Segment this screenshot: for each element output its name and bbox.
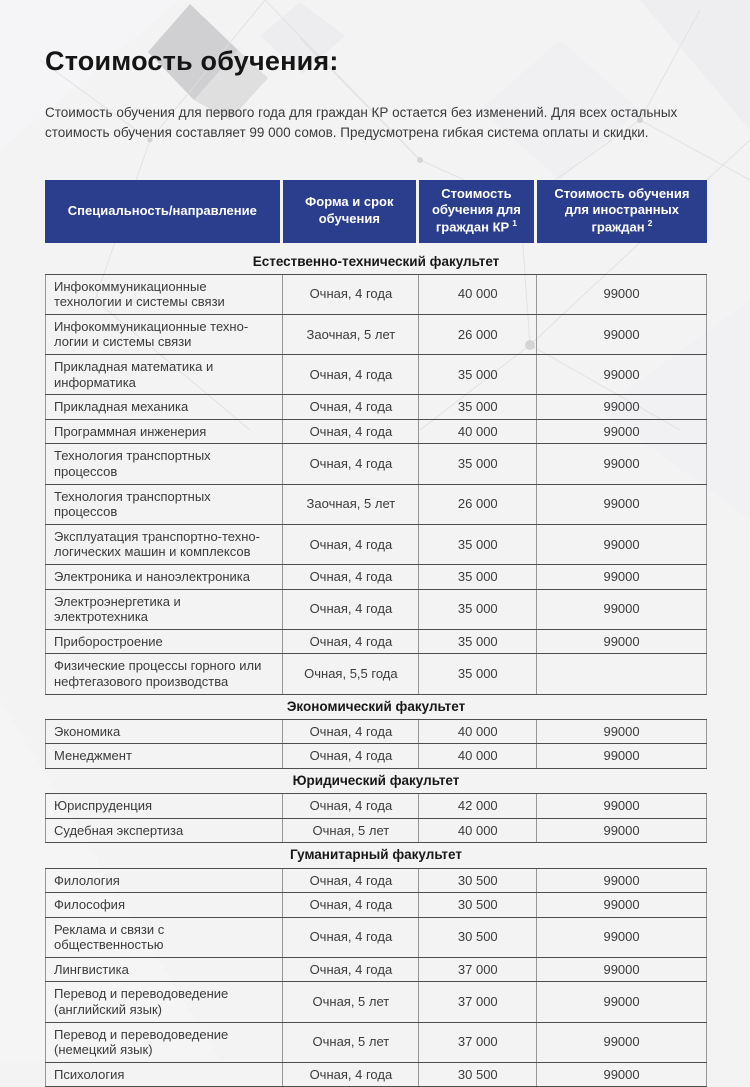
cell-price-foreign: 99000	[537, 917, 707, 957]
cell-price-foreign: 99000	[537, 794, 707, 819]
col-header-form-label: Форма и срок обучения	[291, 194, 408, 228]
cell-price-kr: 26 000	[419, 484, 537, 524]
cell-price-kr: 30 500	[419, 917, 537, 957]
table-row	[46, 893, 707, 918]
cell-price-foreign: 99000	[537, 314, 707, 354]
cell-form: Очная, 5 лет	[283, 982, 419, 1022]
cell-price-kr: 37 000	[419, 1022, 537, 1062]
cell-price-foreign: 99000	[537, 629, 707, 654]
cell-form: Заочная, 5 лет	[283, 484, 419, 524]
cell-form: Очная, 4 года	[283, 868, 419, 893]
cell-form: Очная, 4 года	[283, 629, 419, 654]
cell-form: Очная, 4 года	[283, 1062, 419, 1087]
cell-specialty: Прикладная механика	[46, 395, 283, 420]
section-title: Экономический факультет	[46, 694, 707, 719]
cell-price-foreign: 99000	[537, 444, 707, 484]
table-row	[46, 654, 707, 694]
table-row	[46, 484, 707, 524]
table-row	[46, 589, 707, 629]
cell-price-foreign: 99000	[537, 1022, 707, 1062]
cell-specialty: Философия	[46, 893, 283, 918]
cell-specialty: Экономика	[46, 719, 283, 744]
cell-form: Очная, 4 года	[283, 719, 419, 744]
cell-price-foreign: 99000	[537, 893, 707, 918]
cell-price-foreign: 99000	[537, 524, 707, 564]
cell-price-kr: 35 000	[419, 629, 537, 654]
cell-price-foreign: 99000	[537, 355, 707, 395]
cell-specialty: Реклама и связи с общественностью	[46, 917, 283, 957]
cell-specialty: Инфокоммуникационные техно-логии и системы связи	[46, 314, 283, 354]
table-row	[46, 524, 707, 564]
table-row	[46, 868, 707, 893]
section-row	[46, 694, 707, 719]
footnote-marker-1: 1	[512, 218, 517, 228]
cell-price-foreign: 99000	[537, 589, 707, 629]
cell-specialty: Прикладная математика и информатика	[46, 355, 283, 395]
cell-price-kr: 30 500	[419, 1062, 537, 1087]
cell-specialty: Психология	[46, 1062, 283, 1087]
cell-form: Очная, 4 года	[283, 565, 419, 590]
cell-price-kr: 40 000	[419, 274, 537, 314]
footnote-marker-2: 2	[648, 218, 653, 228]
table-row	[46, 395, 707, 420]
cell-price-kr: 30 500	[419, 893, 537, 918]
cell-price-kr: 26 000	[419, 314, 537, 354]
section-row	[46, 843, 707, 868]
cell-form: Заочная, 5 лет	[283, 314, 419, 354]
cell-price-kr: 35 000	[419, 444, 537, 484]
cell-price-kr: 40 000	[419, 744, 537, 769]
cell-price-kr: 40 000	[419, 818, 537, 843]
cell-price-kr: 35 000	[419, 565, 537, 590]
section-row	[46, 768, 707, 793]
table-row	[46, 957, 707, 982]
cell-specialty: Эксплуатация транспортно-техно-логических машин и комплексов	[46, 524, 283, 564]
cell-specialty: Юриспруденция	[46, 794, 283, 819]
cell-price-kr: 35 000	[419, 395, 537, 420]
cell-form: Очная, 4 года	[283, 744, 419, 769]
section-title: Естественно-технический факультет	[46, 250, 707, 275]
table-row	[46, 314, 707, 354]
cell-specialty: Лингвистика	[46, 957, 283, 982]
cell-price-foreign: 99000	[537, 957, 707, 982]
section-row	[46, 250, 707, 275]
table-row	[46, 818, 707, 843]
cell-price-kr: 37 000	[419, 982, 537, 1022]
cell-specialty: Перевод и переводоведение (английский язык)	[46, 982, 283, 1022]
col-header-specialty	[45, 180, 283, 243]
col-header-form	[283, 180, 419, 243]
cell-specialty: Технология транспортных процессов	[46, 484, 283, 524]
table-row	[46, 565, 707, 590]
cell-price-foreign: 99000	[537, 868, 707, 893]
cell-form: Очная, 5,5 года	[283, 654, 419, 694]
cell-price-kr: 35 000	[419, 589, 537, 629]
tuition-table	[45, 250, 707, 1087]
cell-price-kr: 30 500	[419, 868, 537, 893]
cell-form: Очная, 4 года	[283, 419, 419, 444]
cell-price-foreign: 99000	[537, 565, 707, 590]
cell-price-foreign: 99000	[537, 818, 707, 843]
cell-price-foreign: 99000	[537, 395, 707, 420]
col-header-price-kr	[419, 180, 537, 243]
cell-form: Очная, 4 года	[283, 444, 419, 484]
table-row	[46, 629, 707, 654]
cell-form: Очная, 4 года	[283, 893, 419, 918]
col-header-price-kr-label: Стоимость обучения для граждан КР $^1$	[427, 186, 526, 237]
table-row	[46, 744, 707, 769]
cell-specialty: Приборостроение	[46, 629, 283, 654]
cell-form: Очная, 4 года	[283, 957, 419, 982]
cell-specialty: Инфокоммуникационные технологии и системы связи	[46, 274, 283, 314]
intro-text: Стоимость обучения для первого года для граждан КР остается без изменений. Для всех остальных стоимость обучения составляет 99 000 сомов. Предусмотрена гибкая система оплаты и скидки.	[45, 103, 707, 144]
cell-price-kr: 40 000	[419, 719, 537, 744]
cell-price-kr: 35 000	[419, 355, 537, 395]
col-header-price-foreign-label: Стоимость обучения для иностранных граждан $^2$	[545, 186, 699, 237]
cell-form: Очная, 4 года	[283, 589, 419, 629]
cell-price-kr: 35 000	[419, 654, 537, 694]
cell-price-kr: 37 000	[419, 957, 537, 982]
cell-price-foreign: 99000	[537, 744, 707, 769]
section-title: Гуманитарный факультет	[46, 843, 707, 868]
cell-form: Очная, 4 года	[283, 794, 419, 819]
cell-specialty: Менеджмент	[46, 744, 283, 769]
cell-form: Очная, 5 лет	[283, 818, 419, 843]
page-title: Стоимость обучения:	[45, 46, 707, 77]
cell-price-foreign: 99000	[537, 419, 707, 444]
col-header-price-foreign	[537, 180, 707, 243]
table-row	[46, 1062, 707, 1087]
section-title: Юридический факультет	[46, 768, 707, 793]
cell-form: Очная, 4 года	[283, 355, 419, 395]
cell-specialty: Перевод и переводоведение (немецкий язык)	[46, 1022, 283, 1062]
cell-price-kr: 40 000	[419, 419, 537, 444]
cell-price-foreign: 99000	[537, 982, 707, 1022]
cell-price-foreign: 99000	[537, 274, 707, 314]
table-row	[46, 982, 707, 1022]
cell-price-kr: 35 000	[419, 524, 537, 564]
cell-price-foreign: 99000	[537, 1062, 707, 1087]
table-row	[46, 444, 707, 484]
cell-form: Очная, 4 года	[283, 395, 419, 420]
table-row	[46, 1022, 707, 1062]
table-row	[46, 719, 707, 744]
cell-price-foreign: 99000	[537, 484, 707, 524]
table-row	[46, 274, 707, 314]
table-row	[46, 917, 707, 957]
table-header-row	[45, 180, 707, 243]
cell-specialty: Технология транспортных процессов	[46, 444, 283, 484]
cell-specialty: Программная инженерия	[46, 419, 283, 444]
cell-specialty: Филология	[46, 868, 283, 893]
cell-price-kr: 42 000	[419, 794, 537, 819]
cell-specialty: Физические процессы горного или нефтегазового производства	[46, 654, 283, 694]
cell-specialty: Электроэнергетика и электротехника	[46, 589, 283, 629]
cell-form: Очная, 4 года	[283, 917, 419, 957]
table-row	[46, 355, 707, 395]
cell-form: Очная, 4 года	[283, 274, 419, 314]
cell-specialty: Судебная экспертиза	[46, 818, 283, 843]
cell-price-foreign	[537, 654, 707, 694]
cell-form: Очная, 5 лет	[283, 1022, 419, 1062]
cell-specialty: Электроника и наноэлектроника	[46, 565, 283, 590]
table-row	[46, 419, 707, 444]
cell-form: Очная, 4 года	[283, 524, 419, 564]
cell-price-foreign: 99000	[537, 719, 707, 744]
table-row	[46, 794, 707, 819]
col-header-specialty-label: Специальность/направление	[68, 203, 257, 220]
